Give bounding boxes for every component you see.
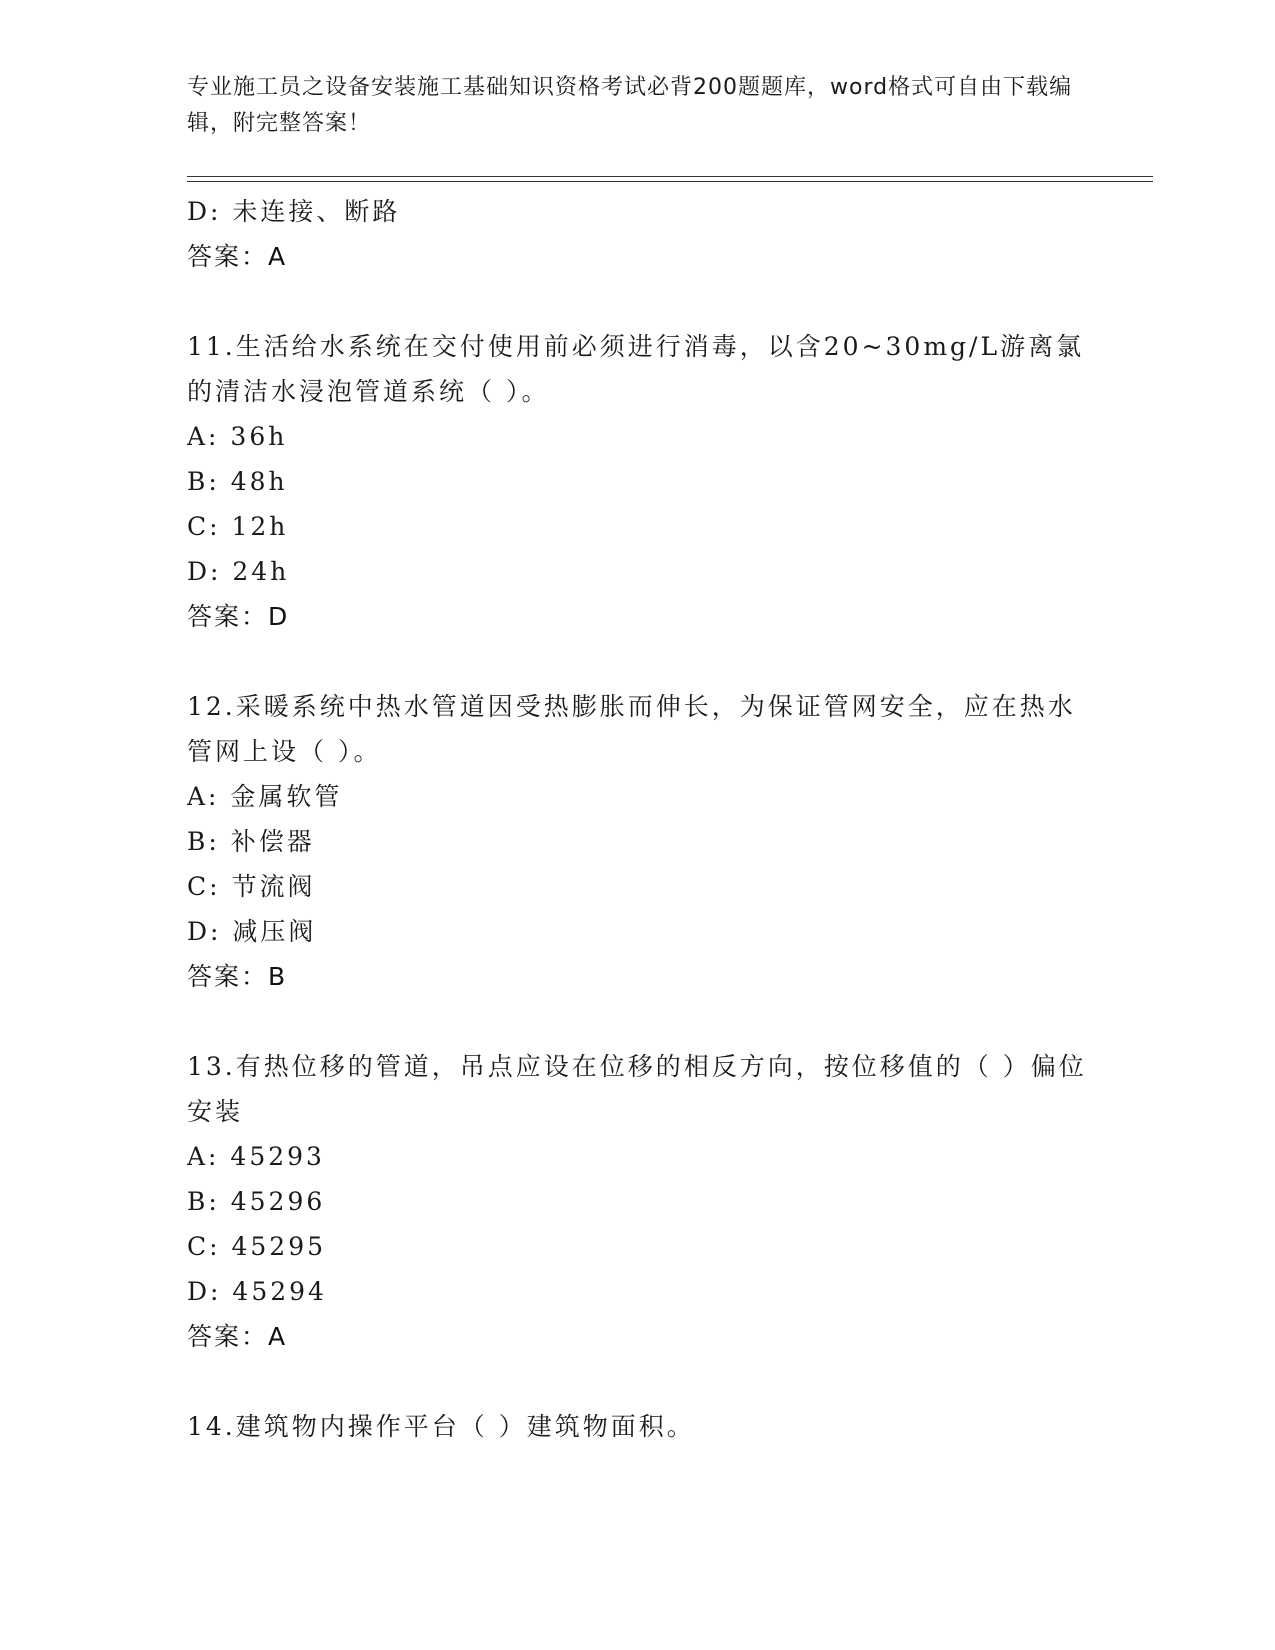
- spacer: [187, 639, 1087, 684]
- answer-line: 答案：A: [187, 1322, 288, 1351]
- spacer: [187, 1359, 1087, 1404]
- option-c: C: 节流阀: [187, 872, 316, 901]
- option-b: B: 补偿器: [187, 827, 315, 856]
- option-b: B: 48h: [187, 467, 288, 496]
- answer-line: 答案：B: [187, 962, 288, 991]
- spacer: [187, 999, 1087, 1044]
- header-divider-bottom: [187, 181, 1153, 182]
- spacer: [187, 279, 1087, 324]
- option-b: B: 45296: [187, 1187, 326, 1216]
- question-stem-13: 13.有热位移的管道，吊点应设在位移的相反方向，按位移值的（ ）偏位安装: [187, 1052, 1087, 1126]
- question-stem-14: 14.建筑物内操作平台（ ）建筑物面积。: [187, 1412, 695, 1441]
- option-d: D: 减压阀: [187, 917, 317, 946]
- answer-line: 答案：A: [187, 242, 288, 271]
- option-c: C: 45295: [187, 1232, 327, 1261]
- option-d: D: 24h: [187, 557, 290, 586]
- header-divider-top: [187, 176, 1153, 177]
- option-a: A: 金属软管: [187, 782, 343, 811]
- question-stem-11: 11.生活给水系统在交付使用前必须进行消毒，以含20~30mg/L游离氯的清洁水浸泡管道系统（ ）。: [187, 332, 1085, 406]
- question-stem-12: 12.采暖系统中热水管道因受热膨胀而伸长，为保证管网安全，应在热水管网上设（ ）。: [187, 692, 1076, 766]
- question-content: [187, 189, 1087, 1449]
- option-c: C: 12h: [187, 512, 289, 541]
- option-a: A: 36h: [187, 422, 288, 451]
- option-a: A: 45293: [187, 1142, 325, 1171]
- option-d: D: 45294: [187, 1277, 327, 1306]
- answer-line: 答案：D: [187, 602, 290, 631]
- page-header-title: 专业施工员之设备安装施工基础知识资格考试必背200题题库，word格式可自由下载编辑，附完整答案！: [187, 75, 1073, 136]
- option-d: D: 未连接、断路: [187, 197, 401, 226]
